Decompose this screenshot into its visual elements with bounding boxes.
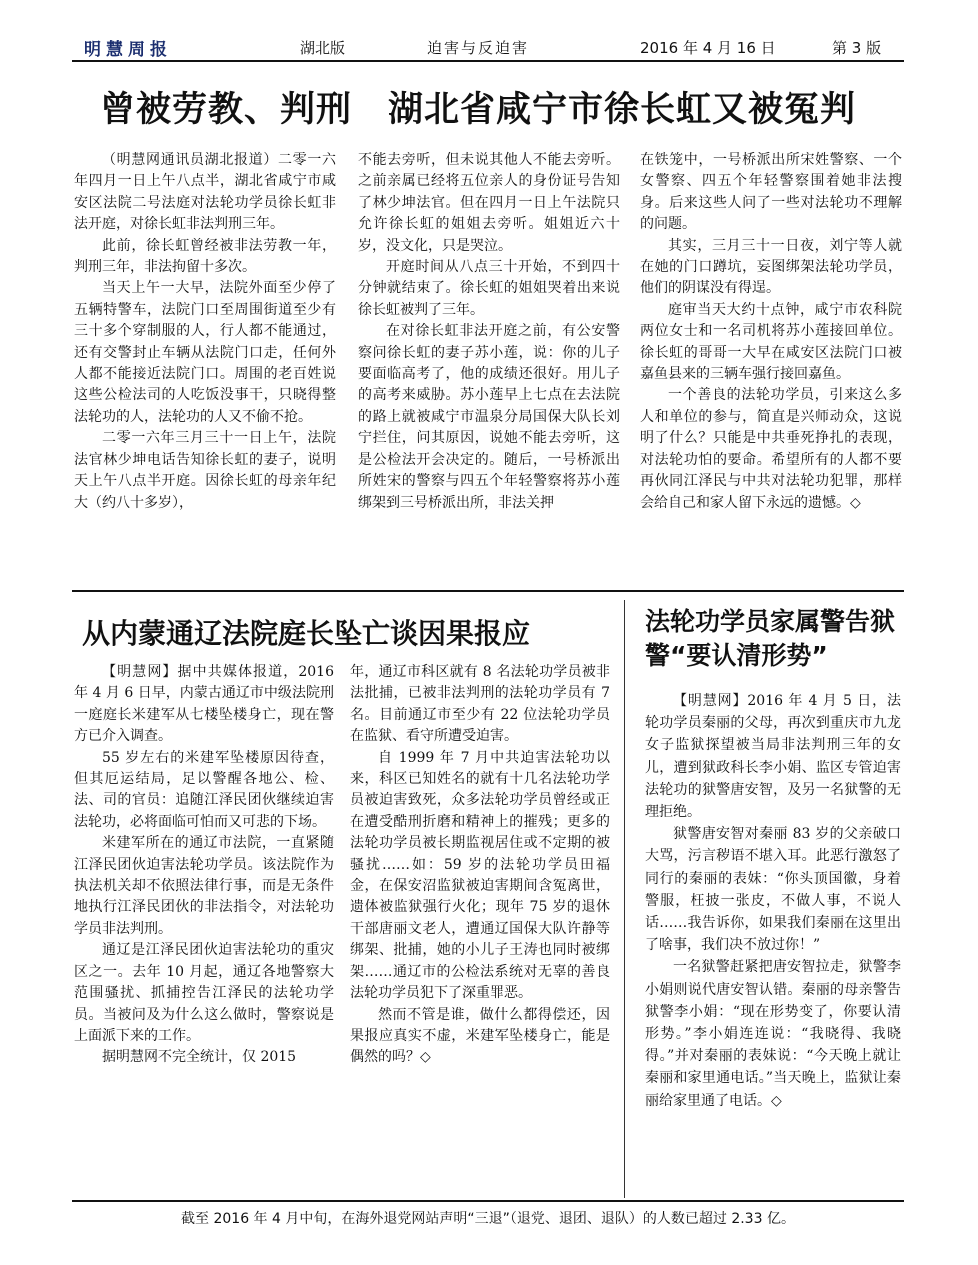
paragraph: 55 岁左右的米建军坠楼原因待查，但其厄运结局，足以警醒各地公、检、法、司的官员：追随江泽民团伙继续迫害法轮功，必将面临可怕而又可悲的下场。 <box>74 749 334 830</box>
paragraph: 庭审当天大约十点钟，咸宁市农科院两位女士和一名司机将苏小莲接回单位。徐长虹的哥哥一大早在咸安区法院门口被嘉鱼县来的三辆车强行接回嘉鱼。 <box>640 301 902 383</box>
article3-column <box>645 690 901 1112</box>
column-divider <box>624 600 625 1198</box>
paragraph: 在对徐长虹非法开庭之前，有公安警察问徐长虹的妻子苏小莲，说：你的儿子要面临高考了，他的成绩还很好。用儿子的高考来威胁。苏小莲早上七点在去法院的路上就被咸宁市温泉分局国保大队长刘宁拦住，问其原因，说她不能去旁听，这是公检法开会决定的。随后，一号桥派出所姓宋的警察与四五个年轻警察将苏小莲绑架到三号桥派出所，非法关押 <box>358 323 620 511</box>
article2-column-2 <box>350 662 610 1069</box>
paragraph: 二零一六年三月三十一日上午，法院法官林少坤电话告知徐长虹的妻子，说明天上午八点半开庭。因徐长虹的母亲年纪大（约八十多岁）， <box>74 430 336 511</box>
paragraph: 狱警唐安智对秦丽 83 岁的父亲破口大骂，污言秽语不堪入耳。此恶行激怒了同行的秦丽的表妹：“你头顶国徽，身着警服，枉披一张皮，不做人事，不说人话……我告诉你，如果我们秦丽在这里出了啥事，我们决不放过你！” <box>645 826 901 954</box>
article1-column-3 <box>640 150 902 514</box>
article1-column-1 <box>74 150 336 514</box>
paragraph: 不能去旁听，但未说其他人不能去旁听。之前亲属已经将五位亲人的身份证号告知了林少坤法官。但在四月一日上午法院只允许徐长虹的姐姐去旁听。姐姐近六十岁，没文化，只是哭泣。 <box>358 152 620 254</box>
masthead-rule <box>72 60 904 62</box>
paragraph: （明慧网通讯员湖北报道）二零一六年四月一日上午八点半，湖北省咸宁市咸安区法院二号法庭对法轮功学员徐长虹非法开庭，对徐长虹非法判刑三年。 <box>74 152 336 233</box>
paragraph: 通辽是江泽民团伙迫害法轮功的重灾区之一。去年 10 月起，通辽各地警察大范围骚扰、抓捕控告江泽民的法轮功学员。当被问及为什么这么做时，警察说是上面派下来的工作。 <box>74 942 334 1044</box>
article1-column-2 <box>358 150 620 514</box>
footer-note: 截至 2016 年 4 月中旬，在海外退党网站声明“三退”（退党、退团、退队）的人数已超过 2.33 亿。 <box>181 1211 795 1227</box>
footer-rule <box>72 1200 904 1202</box>
page-number: 第 3 版 <box>832 39 882 57</box>
column-label: 迫害与反迫害 <box>427 39 530 57</box>
paragraph: 据明慧网不完全统计，仅 2015 <box>102 1049 297 1066</box>
paragraph: 开庭时间从八点三十开始，不到四十分钟就结束了。徐长虹的姐姐哭着出来说徐长虹被判了三年。 <box>358 259 620 318</box>
article3-headline: 法轮功学员家属警告狱警“要认清形势” <box>645 607 896 670</box>
paragraph: 当天上午一大早，法院外面至少停了五辆特警车，法院门口至周围街道至少有三十多个穿制服的人，行人都不能通过，还有交警封止车辆从法院门口走，任何外人都不能接近法院门口。周围的老百姓说这些公检法司的人吃饭没事干，只晓得整法轮功的人，法轮功的人又不偷不抢。 <box>74 280 336 425</box>
edition-label: 湖北版 <box>300 39 346 57</box>
article2-column-1 <box>74 662 334 1069</box>
paragraph: 然而不管是谁，做什么都得偿还，因果报应真实不虚，米建军坠楼身亡，能是偶然的吗？◇ <box>350 1006 610 1066</box>
issue-date: 2016 年 4 月 16 日 <box>640 39 776 57</box>
section-divider <box>72 590 904 592</box>
paragraph: 一个善良的法轮功学员，引来这么多人和单位的参与，简直是兴师动众，这说明了什么？只能是中共垂死挣扎的表现，对法轮功怕的要命。希望所有的人都不要再伙同江泽民与中共对法轮功犯罪，那样会给自己和家人留下永远的遗憾。◇ <box>640 387 902 511</box>
article1-headline: 曾被劳教、判刑 湖北省咸宁市徐长虹又被冤判 <box>100 90 857 130</box>
paragraph: 自 1999 年 7 月中共迫害法轮功以来，科区已知姓名的就有十几名法轮功学员被迫害致死，众多法轮功学员曾经或正在遭受酷刑折磨和精神上的摧残；更多的法轮功学员被长期监视居住或不定期的被骚扰……如：59 岁的法轮功学员田福金，在保安沼监狱被迫害期间含冤离世，遗体被监狱强行火化；现年 75 岁的退休干部唐丽文老人，遭通辽国保大队许静等绑架、批捕，她的小儿子王涛也同时被绑架……通辽市的公检法系统对无辜的善良法轮功学员犯下了深重罪恶。 <box>350 749 610 1002</box>
paragraph: 【明慧网】据中共媒体报道，2016 年 4 月 6 日早，内蒙古通辽市中级法院刑一庭庭长米建军从七楼坠楼身亡，现在警方已介入调查。 <box>74 664 334 745</box>
masthead <box>72 33 904 59</box>
paragraph: 年，通辽市科区就有 8 名法轮功学员被非法批捕，已被非法判刑的法轮功学员有 7 名。目前通辽市至少有 22 位法轮功学员在监狱、看守所遭受迫害。 <box>350 664 610 745</box>
paragraph: 一名狱警赶紧把唐安智拉走，狱警李小娟则说代唐安智认错。秦丽的母亲警告狱警李小娟：“现在形势变了，你要认清形势。”李小娟连连说：“我晓得、我晓得。”并对秦丽的表妹说：“今天晚上就让秦丽和家里通电话。”当天晚上，监狱让秦丽给家里通了电话。◇ <box>645 959 901 1109</box>
paragraph: 其实，三月三十一日夜，刘宁等人就在她的门口蹲坑，妄图绑架法轮功学员，他们的阴谋没有得逞。 <box>640 237 902 297</box>
newspaper-name: 明慧周报 <box>84 40 172 60</box>
article2-headline: 从内蒙通辽法院庭长坠亡谈因果报应 <box>82 617 531 650</box>
paragraph: 在铁笼中，一号桥派出所宋姓警察、一个女警察、四五个年轻警察围着她非法搜身。后来这些人问了一些对法轮功不理解的问题。 <box>640 152 902 233</box>
paragraph: 【明慧网】2016 年 4 月 5 日，法轮功学员秦丽的父母，再次到重庆市九龙女子监狱探望被当局非法判刑三年的女儿，遭到狱政科长李小娟、监区专管迫害法轮功的狱警唐安智，及另一名狱警的无理拒绝。 <box>645 693 901 821</box>
paragraph: 米建军所在的通辽市法院，一直紧随江泽民团伙迫害法轮功学员。该法院作为执法机关却不依照法律行事，而是无条件地执行江泽民团伙的非法指令，对法轮功学员非法判刑。 <box>74 835 334 937</box>
paragraph: 此前，徐长虹曾经被非法劳教一年，判刑三年，非法拘留十多次。 <box>74 237 336 276</box>
